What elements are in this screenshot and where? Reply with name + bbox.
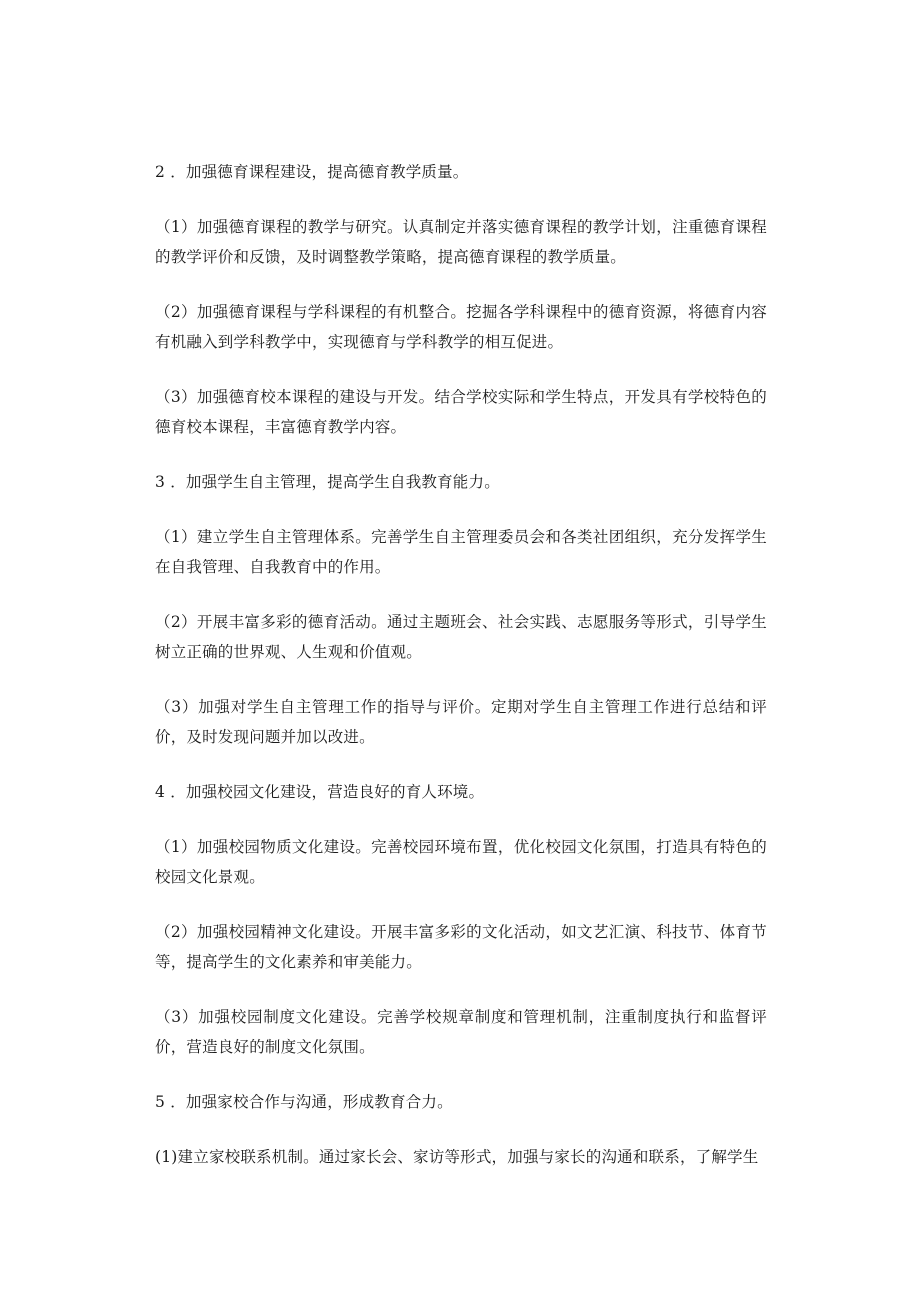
paragraph-3-2: （2）开展丰富多彩的德育活动。通过主题班会、社会实践、志愿服务等形式，引导学生树立正确的世界观、人生观和价值观。	[155, 613, 767, 661]
paragraph-5-1: (1)建立家校联系机制。通过家长会、家访等形式，加强与家长的沟通和联系，了解学生	[155, 1148, 759, 1166]
paragraph-2-1: （1）加强德育课程的教学与研究。认真制定并落实德育课程的教学计划，注重德育课程的教学评价和反馈，及时调整教学策略，提高德育课程的教学质量。	[155, 218, 767, 266]
section-heading-2: 2 ．加强德育课程建设，提高德育教学质量。	[155, 163, 469, 181]
section-heading-4: 4 ．加强校园文化建设，营造良好的育人环境。	[155, 783, 485, 801]
document-body	[155, 157, 767, 1197]
section-heading-3: 3 ．加强学生自主管理，提高学生自我教育能力。	[155, 473, 500, 491]
paragraph-4-1: （1）加强校园物质文化建设。完善校园环境布置，优化校园文化氛围，打造具有特色的校园文化景观。	[155, 838, 767, 886]
paragraph-4-2: （2）加强校园精神文化建设。开展丰富多彩的文化活动，如文艺汇演、科技节、体育节等，提高学生的文化素养和审美能力。	[155, 923, 767, 971]
paragraph-3-3: （3）加强对学生自主管理工作的指导与评价。定期对学生自主管理工作进行总结和评价，及时发现问题并加以改进。	[155, 698, 767, 746]
paragraph-4-3: （3）加强校园制度文化建设。完善学校规章制度和管理机制，注重制度执行和监督评价，营造良好的制度文化氛围。	[155, 1008, 767, 1056]
paragraph-3-1: （1）建立学生自主管理体系。完善学生自主管理委员会和各类社团组织，充分发挥学生在自我管理、自我教育中的作用。	[155, 528, 767, 576]
paragraph-2-3: （3）加强德育校本课程的建设与开发。结合学校实际和学生特点，开发具有学校特色的德育校本课程，丰富德育教学内容。	[155, 388, 767, 436]
paragraph-2-2: （2）加强德育课程与学科课程的有机整合。挖掘各学科课程中的德育资源，将德育内容有机融入到学科教学中，实现德育与学科教学的相互促进。	[155, 303, 767, 351]
section-heading-5: 5 ．加强家校合作与沟通，形成教育合力。	[155, 1093, 453, 1111]
